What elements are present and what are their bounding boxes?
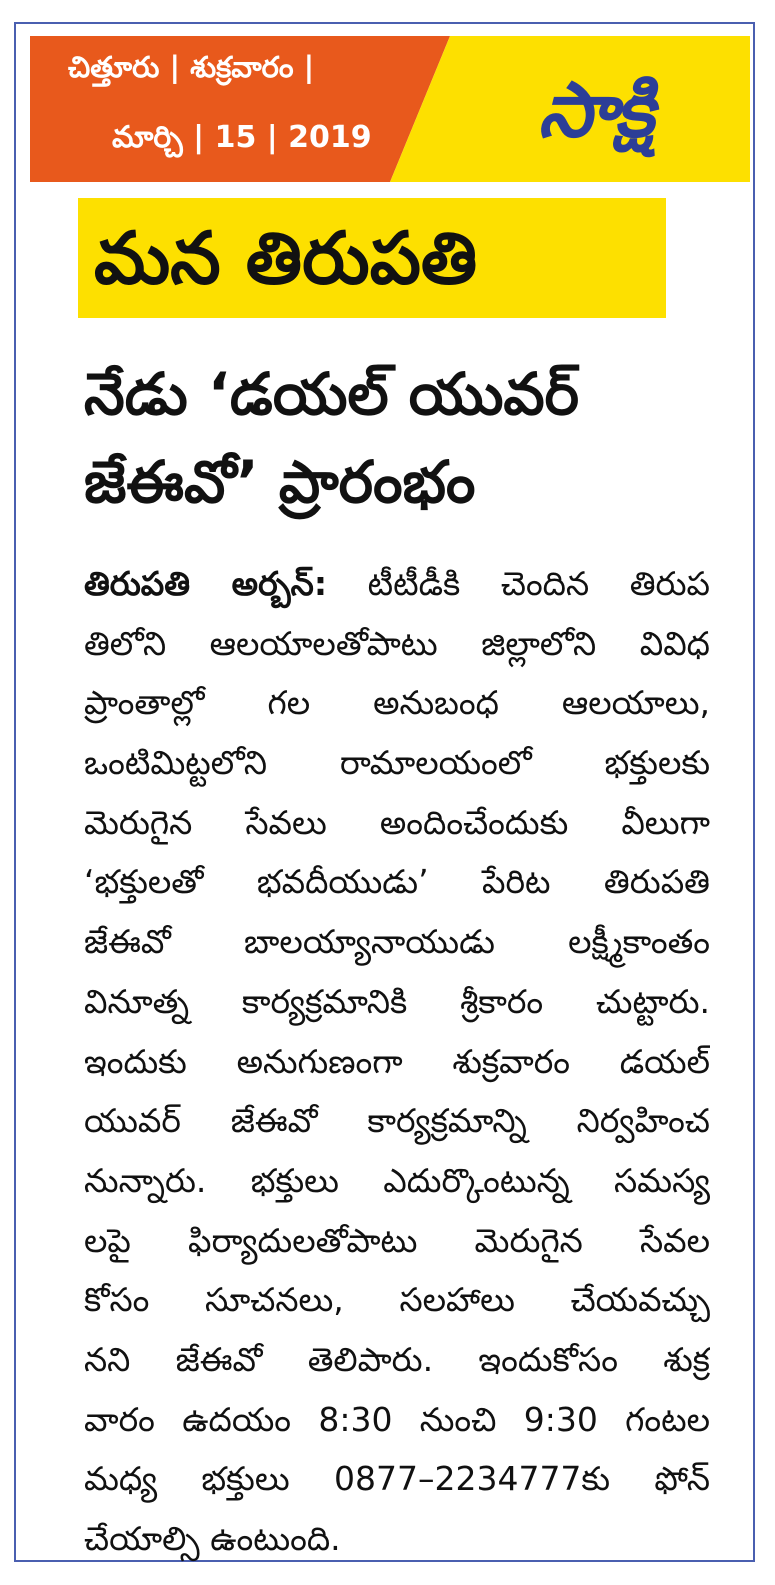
body-line: జేఈవో బాలయ్యానాయుడు లక్ష్మీకాంతం	[84, 922, 710, 962]
body-line: వినూత్న కార్యక్రమానికి శ్రీకారం చుట్టారు.	[84, 981, 710, 1021]
article-headline	[84, 350, 724, 526]
body-text: టీటీడీకి చెందిన తిరుప	[367, 564, 710, 603]
body-line: ఇందుకు అనుగుణంగా శుక్రవారం డయల్	[84, 1041, 710, 1081]
edition-dateline-line1: చిత్తూరు | శుక్రవారం |	[68, 50, 315, 84]
body-line: వారం ఉదయం 8:30 నుంచి 9:30 గంటల	[84, 1399, 710, 1439]
body-line: ‘భక్తులతో భవదీయుడు’ పేరిట తిరుపతి	[84, 862, 710, 902]
body-line: ప్రాంతాల్లో గల అనుబంధ ఆలయాలు,	[84, 683, 710, 723]
sakshi-logo: సాక్షి	[537, 65, 653, 154]
body-line: మెరుగైన సేవలు అందించేందుకు వీలుగా	[84, 802, 710, 842]
article-body	[84, 554, 710, 1569]
section-title: మన తిరుపతి	[94, 216, 478, 300]
body-line: కోసం సూచనలు, సలహాలు చేయవచ్చు	[84, 1280, 710, 1320]
body-line: చేయాల్సి ఉంటుంది.	[84, 1519, 341, 1558]
body-line: యువర్ జేఈవో కార్యక్రమాన్ని నిర్వహించ	[84, 1101, 710, 1141]
body-line: తిలోని ఆలయాలతోపాటు జిల్లాలోని వివిధ	[84, 623, 710, 663]
body-line: లపై ఫిర్యాదులతోపాటు మెరుగైన సేవల	[84, 1220, 710, 1260]
body-line: మధ్య భక్తులు 0877–2234777కు ఫోన్	[84, 1459, 710, 1499]
body-line: నున్నారు. భక్తులు ఎదుర్కొంటున్న సమస్య	[84, 1160, 710, 1200]
headline-line-2: జేఈవో’ ప్రారంభం	[84, 448, 476, 516]
headline-line-1: నేడు ‘డయల్ యువర్	[84, 360, 580, 428]
masthead-banner	[30, 36, 750, 182]
article-dateline: తిరుపతి అర్బన్:	[84, 564, 328, 603]
section-title-box	[78, 198, 666, 318]
body-line	[84, 554, 710, 614]
body-line: ఒంటిమిట్టలోని రామాలయంలో భక్తులకు	[84, 743, 710, 783]
edition-dateline-line2: మార్చి | 15 | 2019	[112, 120, 372, 155]
body-line: నని జేఈవో తెలిపారు. ఇందుకోసం శుక్ర	[84, 1339, 710, 1379]
